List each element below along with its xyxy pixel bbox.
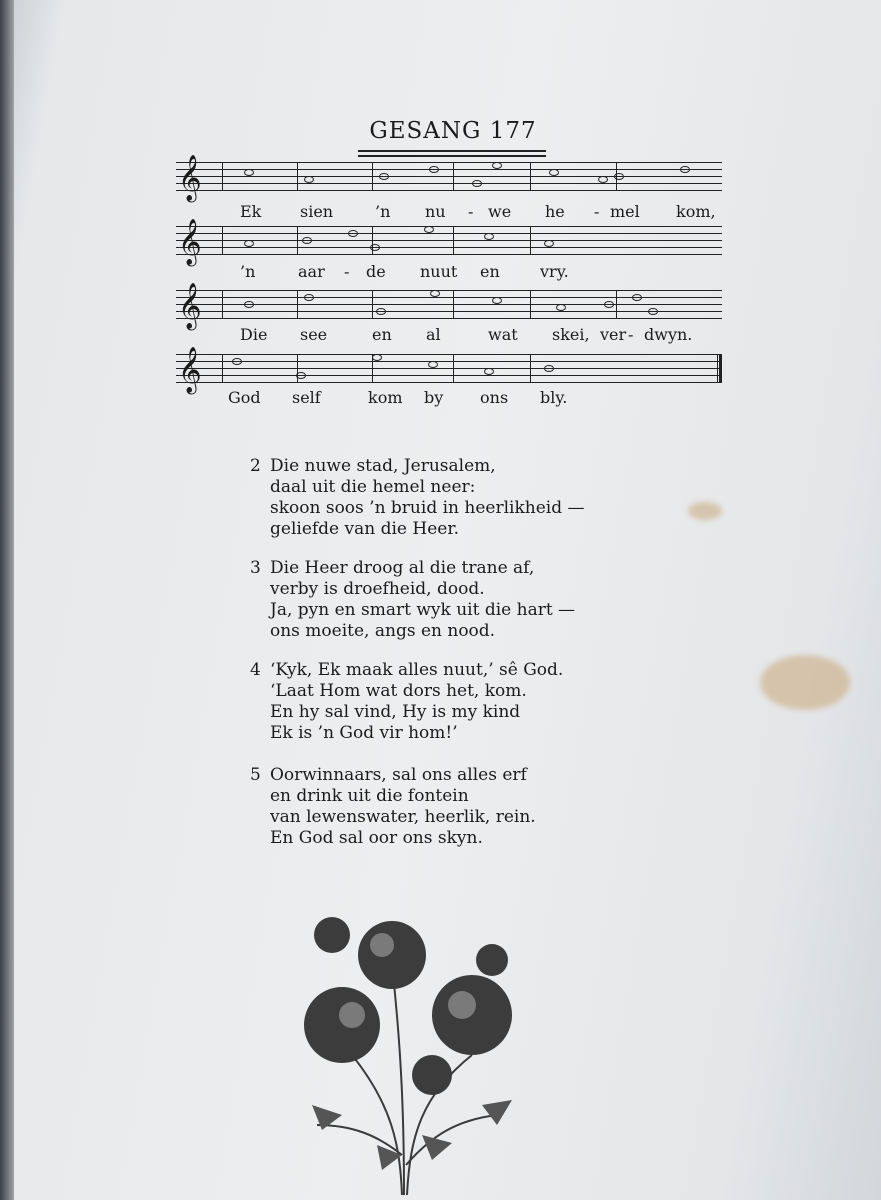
verse-line: 5 Oorwinnaars, sal ons alles erf: [250, 765, 527, 785]
verse-number: 5: [250, 765, 261, 785]
note-head: [232, 358, 242, 365]
note-head: [544, 240, 554, 247]
note-head: [430, 290, 440, 297]
bar-line: [222, 226, 223, 254]
music-staff: [176, 283, 722, 329]
bar-line: [453, 226, 454, 254]
lyric-syllable: -: [468, 202, 474, 221]
lyric-syllable: wat: [488, 325, 518, 344]
note-head: [244, 240, 254, 247]
note-head: [302, 237, 312, 244]
bar-line: [222, 354, 223, 382]
verse-line: 2 Die nuwe stad, Jerusalem,: [250, 456, 496, 476]
lyric-syllable: al: [426, 325, 441, 344]
music-staff: [176, 219, 722, 265]
note-head: [429, 166, 439, 173]
note-head: [244, 169, 254, 176]
note-head: [632, 294, 642, 301]
note-head: [370, 244, 380, 251]
lyric-syllable: en: [480, 262, 500, 281]
lyric-syllable: self: [292, 388, 321, 407]
bar-line: [530, 354, 531, 382]
title-underline: [358, 155, 546, 157]
verse-number: 3: [250, 558, 261, 578]
bar-line: [222, 162, 223, 190]
verse-line: daal uit die hemel neer:: [270, 477, 476, 497]
bar-line: [297, 162, 298, 190]
verse-number: 2: [250, 456, 261, 476]
paper-stain: [760, 655, 850, 710]
lyric-syllable: en: [372, 325, 392, 344]
note-head: [484, 233, 494, 240]
treble-clef-icon: 𝄞: [178, 283, 202, 329]
staff-line: [176, 183, 722, 184]
verse-number: 4: [250, 660, 261, 680]
note-head: [379, 173, 389, 180]
final-barline: [719, 354, 722, 382]
note-head: [304, 176, 314, 183]
lyric-syllable: vry.: [540, 262, 569, 281]
note-head: [614, 173, 624, 180]
lyric-syllable: he: [545, 202, 565, 221]
verse-line: skoon soos ’n bruid in heerlikheid —: [270, 498, 585, 518]
verse-line: En hy sal vind, Hy is my kind: [270, 702, 521, 722]
note-head: [376, 308, 386, 315]
staff-line: [176, 375, 722, 376]
bar-line: [530, 226, 531, 254]
paper-stain: [688, 502, 722, 520]
staff-line: [176, 233, 722, 234]
verse-line: van lewenswater, heerlik, rein.: [270, 807, 536, 827]
staff-line: [176, 354, 722, 355]
staff-line: [176, 176, 722, 177]
note-head: [492, 162, 502, 169]
treble-clef-icon: 𝄞: [178, 155, 202, 201]
lyric-syllable: nuut: [420, 262, 458, 281]
lyric-syllable: -: [344, 262, 350, 281]
lyric-syllable: by: [424, 388, 444, 407]
treble-clef-icon: 𝄞: [178, 219, 202, 265]
hymn-title: GESANG 177: [369, 118, 537, 144]
staff-line: [176, 190, 722, 191]
music-staff: [176, 347, 722, 393]
note-head: [296, 372, 306, 379]
lyric-syllable: ’n: [375, 202, 391, 221]
note-head: [348, 230, 358, 237]
staff-line: [176, 318, 722, 319]
staff-line: [176, 226, 722, 227]
note-head: [372, 354, 382, 361]
final-barline: [717, 354, 718, 382]
note-head: [492, 297, 502, 304]
staff-line: [176, 240, 722, 241]
verse-3: [250, 558, 575, 642]
verse-line: Ek is ’n God vir hom!’: [270, 723, 458, 743]
staff-line: [176, 162, 722, 163]
lyric-syllable: Ek: [240, 202, 262, 221]
staff-line: [176, 368, 722, 369]
lyric-syllable: see: [300, 325, 328, 344]
lyric-syllable: de: [366, 262, 386, 281]
lyric-syllable: nu: [425, 202, 446, 221]
note-head: [556, 304, 566, 311]
verse-line: verby is droefheid, dood.: [270, 579, 485, 599]
lyric-syllable: God: [228, 388, 261, 407]
lyric-syllable: -: [594, 202, 600, 221]
staff-line: [176, 382, 722, 383]
staff-line: [176, 361, 722, 362]
verse-line: ons moeite, angs en nood.: [270, 621, 496, 641]
verse-5: [250, 765, 536, 849]
note-head: [648, 308, 658, 315]
verse-line: 3 Die Heer droog al die trane af,: [250, 558, 535, 578]
verse-line: 4 ‘Kyk, Ek maak alles nuut,’ sê God.: [250, 660, 564, 680]
verse-line: En God sal oor ons skyn.: [270, 828, 483, 848]
note-head: [680, 166, 690, 173]
verse-2: [250, 456, 585, 540]
staff-line: [176, 169, 722, 170]
lyric-syllable: skei,: [552, 325, 590, 344]
bar-line: [372, 290, 373, 318]
lyric-syllable: dwyn.: [644, 325, 693, 344]
verse-line: Ja, pyn en smart wyk uit die hart —: [270, 600, 576, 620]
note-head: [472, 180, 482, 187]
bar-line: [297, 226, 298, 254]
note-head: [604, 301, 614, 308]
bar-line: [530, 290, 531, 318]
lyric-syllable: kom,: [676, 202, 716, 221]
note-head: [304, 294, 314, 301]
staff-line: [176, 311, 722, 312]
lyric-syllable: mel: [610, 202, 640, 221]
staff-line: [176, 247, 722, 248]
bar-line: [453, 290, 454, 318]
note-head: [598, 176, 608, 183]
lyric-syllable: ’n: [240, 262, 256, 281]
note-head: [424, 226, 434, 233]
bar-line: [297, 290, 298, 318]
bar-line: [453, 162, 454, 190]
verse-line: geliefde van die Heer.: [270, 519, 460, 539]
note-head: [244, 301, 254, 308]
bar-line: [616, 290, 617, 318]
flower-bouquet-icon: [282, 905, 542, 1195]
bar-line: [453, 354, 454, 382]
note-head: [549, 169, 559, 176]
lyric-syllable: kom: [368, 388, 403, 407]
verse-line: en drink uit die fontein: [270, 786, 469, 806]
music-staff: [176, 155, 722, 201]
bar-line: [372, 162, 373, 190]
verse-4: [250, 660, 563, 744]
lyric-syllable: Die: [240, 325, 268, 344]
lyric-syllable: we: [488, 202, 512, 221]
lyric-syllable: ver: [600, 325, 627, 344]
staff-line: [176, 304, 722, 305]
note-head: [544, 365, 554, 372]
note-head: [484, 368, 494, 375]
note-head: [428, 361, 438, 368]
treble-clef-icon: 𝄞: [178, 347, 202, 393]
bar-line: [530, 162, 531, 190]
book-spine-shadow: [0, 0, 14, 1200]
title-underline: [358, 150, 546, 152]
lyric-syllable: ons: [480, 388, 509, 407]
verse-line: ‘Laat Hom wat dors het, kom.: [270, 681, 527, 701]
bar-line: [222, 290, 223, 318]
lyric-syllable: aar: [298, 262, 325, 281]
lyric-syllable: sien: [300, 202, 334, 221]
lyric-syllable: bly.: [540, 388, 568, 407]
staff-line: [176, 290, 722, 291]
lyric-syllable: -: [628, 325, 634, 344]
staff-line: [176, 254, 722, 255]
